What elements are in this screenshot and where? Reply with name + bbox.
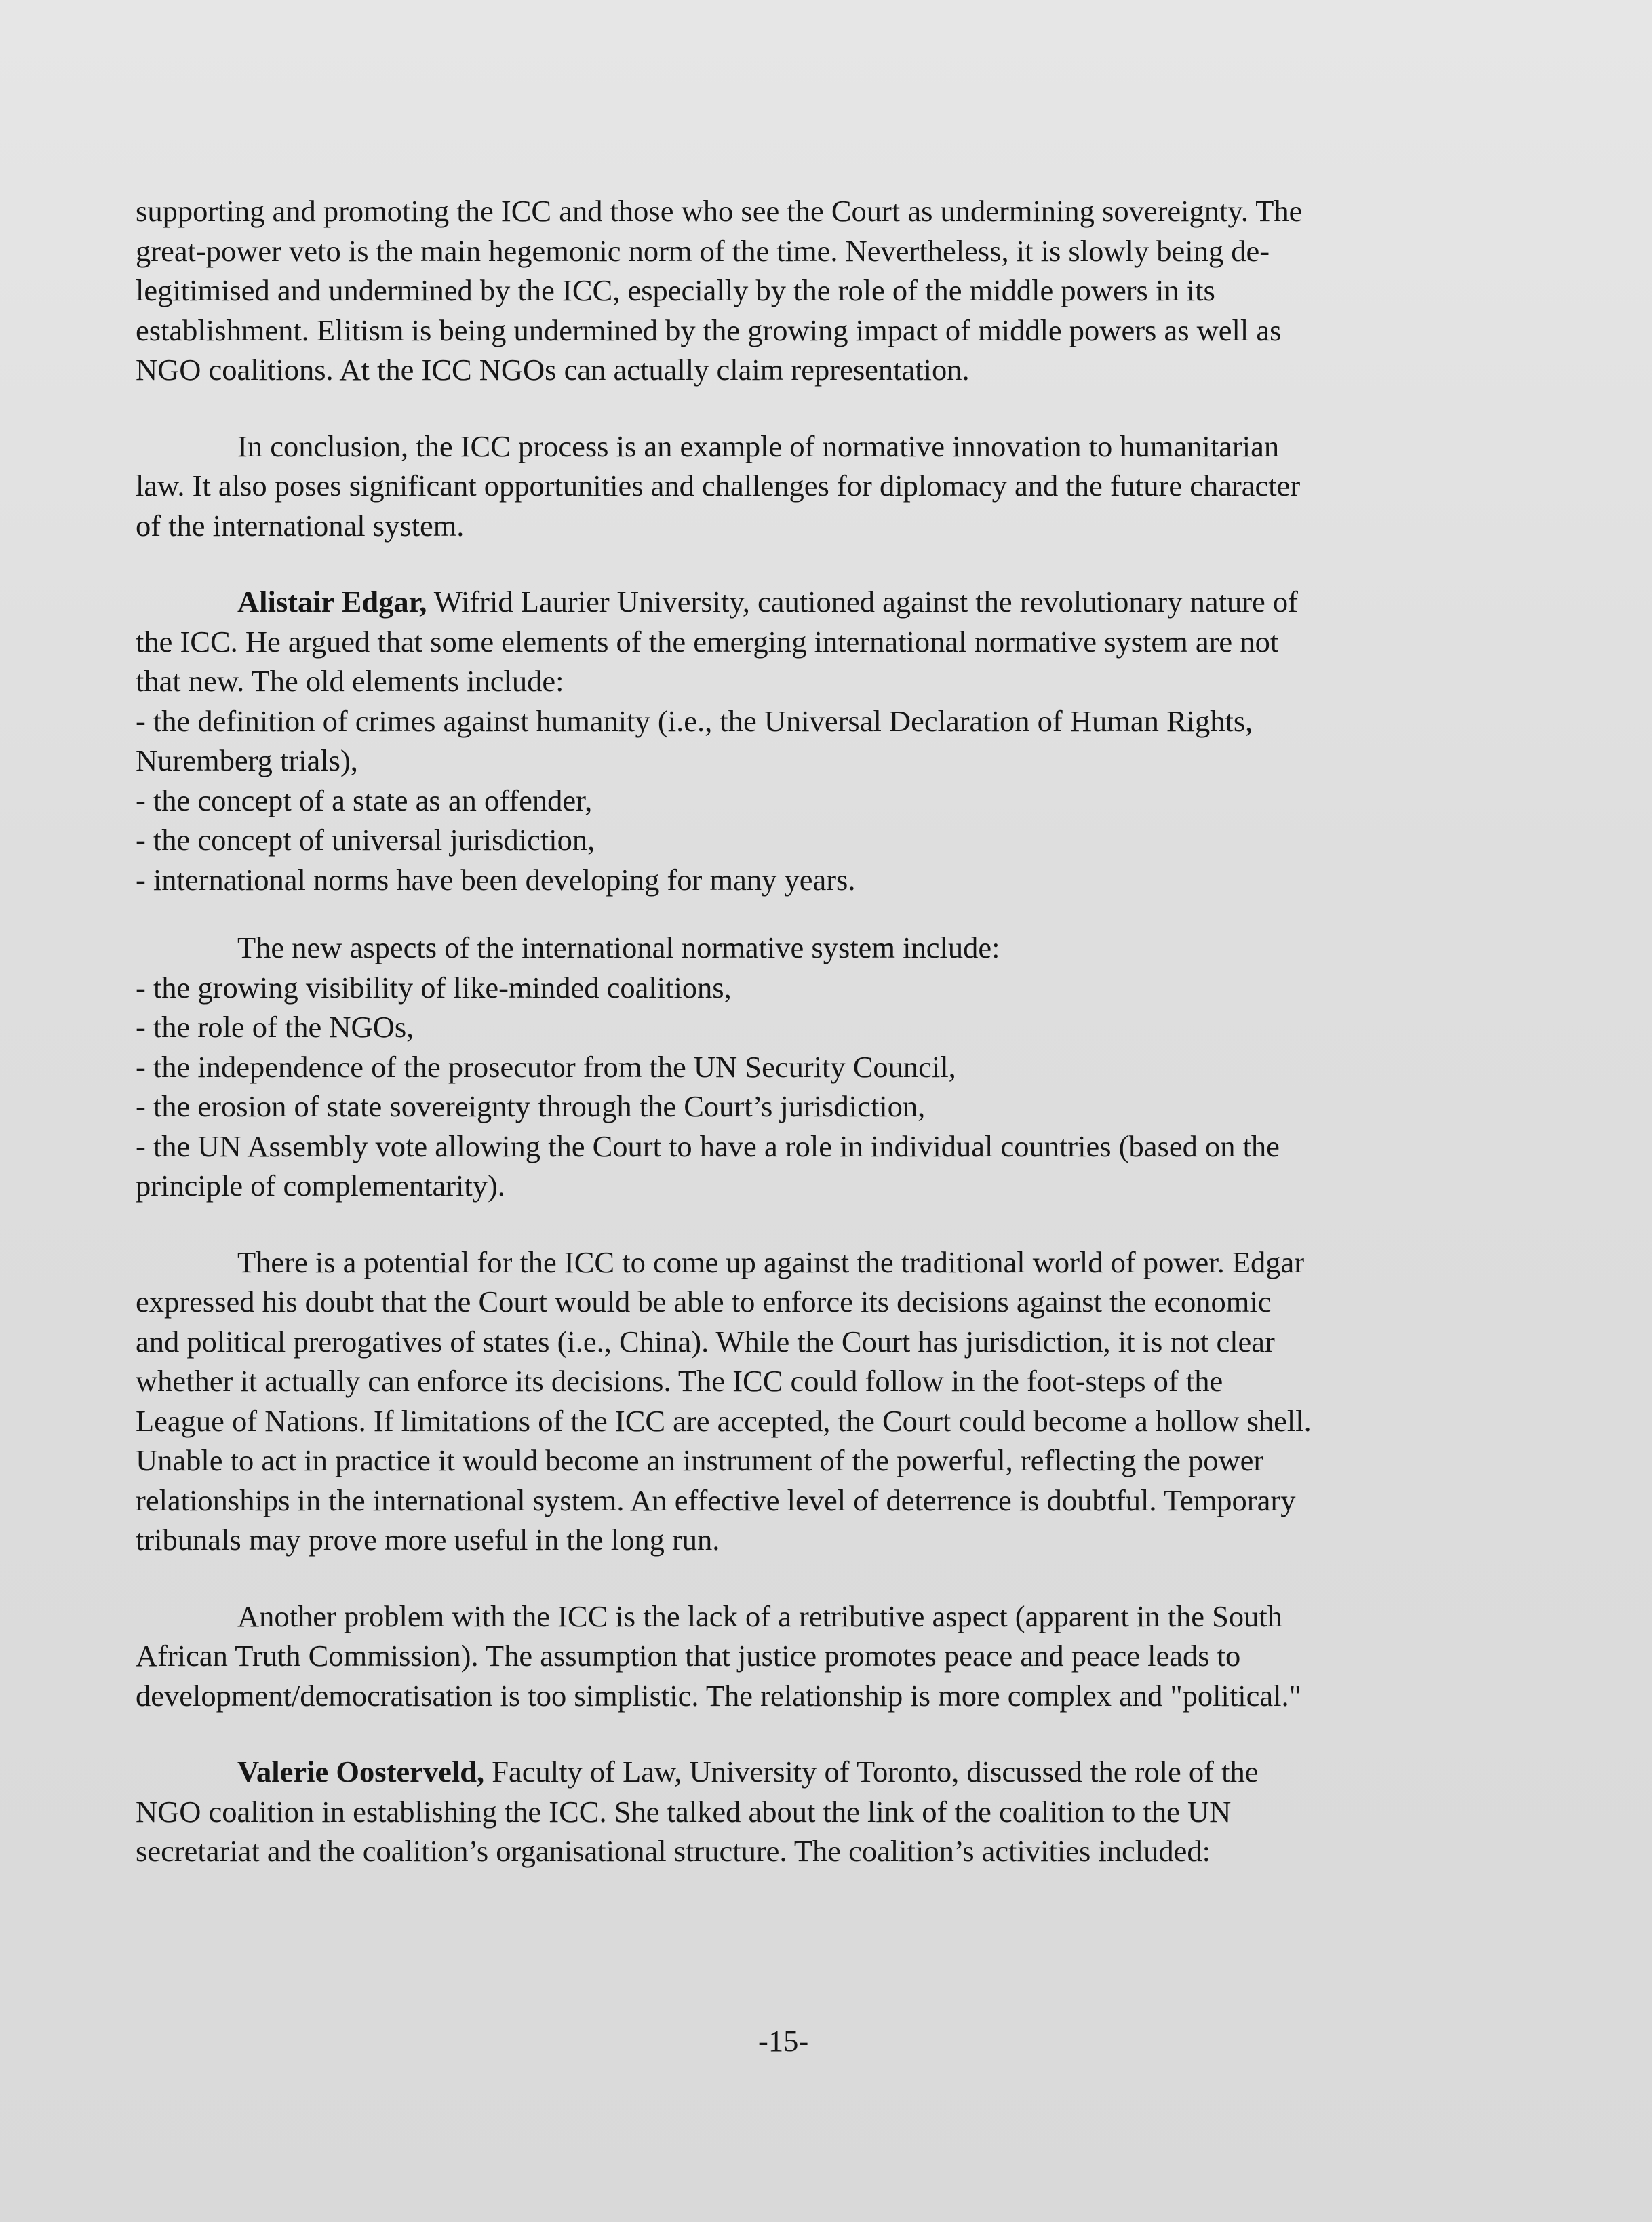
text-line: development/democratisation is too simplistic. The relationship is more complex and "political." <box>136 1678 1301 1713</box>
list-item: - the growing visibility of like-minded coalitions, <box>136 970 732 1005</box>
paragraph-conclusion <box>136 427 1485 546</box>
paragraph-power <box>136 1243 1485 1560</box>
list-item: - the independence of the prosecutor from the UN Security Council, <box>136 1049 956 1084</box>
text-line: legitimised and undermined by the ICC, especially by the role of the middle powers in its <box>136 273 1215 307</box>
text-line: In conclusion, the ICC process is an example of normative innovation to humanitarian <box>237 429 1280 463</box>
text-line: great-power veto is the main hegemonic norm of the time. Nevertheless, it is slowly being de- <box>136 233 1270 268</box>
text-line: expressed his doubt that the Court would be able to enforce its decisions against the economic <box>136 1285 1272 1319</box>
text-line: supporting and promoting the ICC and those who see the Court as undermining sovereignty. The <box>136 194 1303 228</box>
text-line: that new. The old elements include: <box>136 664 564 698</box>
text-line: law. It also poses significant opportunities and challenges for diplomacy and the future character <box>136 469 1301 503</box>
list-item: - international norms have been developing for many years. <box>136 862 856 897</box>
speaker-affiliation: Wifrid Laurier University, cautioned against the revolutionary nature of <box>427 585 1298 619</box>
text-line: African Truth Commission). The assumption that justice promotes peace and peace leads to <box>136 1639 1241 1673</box>
text-line: tribunals may prove more useful in the long run. <box>136 1523 720 1557</box>
text-line: secretariat and the coalition’s organisational structure. The coalition’s activities included: <box>136 1834 1211 1868</box>
list-item: - the UN Assembly vote allowing the Court to have a role in individual countries (based on the <box>136 1129 1280 1163</box>
text-line: Unable to act in practice it would become an instrument of the powerful, reflecting the power <box>136 1443 1264 1477</box>
speaker-name: Valerie Oosterveld, <box>237 1755 485 1789</box>
text-line: The new aspects of the international normative system include: <box>237 931 1000 964</box>
text-line: NGO coalition in establishing the ICC. She talked about the link of the coalition to the UN <box>136 1794 1232 1829</box>
list-item: - the role of the NGOs, <box>136 1010 414 1044</box>
list-item: - the concept of universal jurisdiction, <box>136 823 595 857</box>
text-line <box>136 1752 1485 1792</box>
text-line: establishment. Elitism is being undermined by the growing impact of middle powers as well as <box>136 313 1282 347</box>
text-line: relationships in the international system. An effective level of deterrence is doubtful. Temporary <box>136 1483 1296 1517</box>
text-line: Another problem with the ICC is the lack of a retributive aspect (apparent in the South <box>237 1599 1283 1633</box>
text-line: the ICC. He argued that some elements of the emerging international normative system are not <box>136 624 1279 659</box>
list-item: - the definition of crimes against humanity (i.e., the Universal Declaration of Human Rights, <box>136 703 1253 738</box>
list-item: - the concept of a state as an offender, <box>136 783 593 817</box>
speaker-affiliation: Faculty of Law, University of Toronto, discussed the role of the <box>484 1755 1259 1789</box>
text-line: League of Nations. If limitations of the ICC are accepted, the Court could become a hollow shell. <box>136 1403 1312 1438</box>
page-number: -15- <box>758 2024 809 2058</box>
paragraph-retributive <box>136 1597 1485 1716</box>
text-line <box>136 582 1485 622</box>
list-item: - the erosion of state sovereignty through the Court’s jurisdiction, <box>136 1089 926 1123</box>
text-line: and political prerogatives of states (i.e., China). While the Court has jurisdiction, it is not clear <box>136 1324 1275 1359</box>
page-body <box>136 191 1485 1871</box>
text-line: of the international system. <box>136 508 465 543</box>
paragraph-hegemony <box>136 191 1485 390</box>
text-line: There is a potential for the ICC to come up against the traditional world of power. Edgar <box>237 1245 1305 1279</box>
text-line: whether it actually can enforce its decisions. The ICC could follow in the foot-steps of the <box>136 1364 1223 1398</box>
list-item: principle of complementarity). <box>136 1169 505 1203</box>
list-item: Nuremberg trials), <box>136 743 358 777</box>
text-line: NGO coalitions. At the ICC NGOs can actually claim representation. <box>136 353 970 387</box>
speaker-name: Alistair Edgar, <box>237 585 427 619</box>
paragraph-edgar <box>136 582 1485 899</box>
paragraph-oosterveld <box>136 1752 1485 1871</box>
paragraph-new-aspects <box>136 928 1485 1206</box>
